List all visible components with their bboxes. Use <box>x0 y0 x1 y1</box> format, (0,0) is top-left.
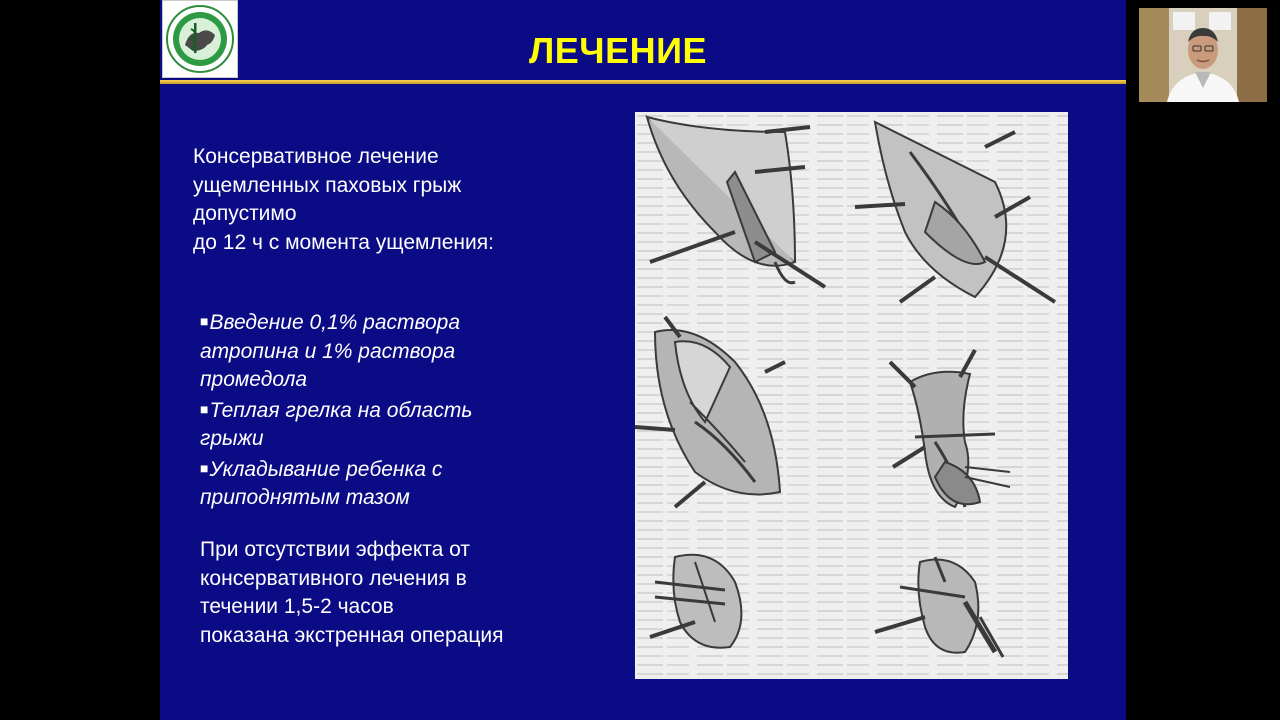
bullet-line <box>200 395 600 426</box>
bullet-text: атропина и 1% раствора <box>200 339 456 363</box>
indication-line: консервативного лечения в <box>200 566 467 590</box>
treatment-bullet-list <box>200 307 600 513</box>
bullet-square-icon: ■ <box>200 400 209 417</box>
bullet-square-icon: ■ <box>200 313 209 329</box>
surgery-indication-paragraph <box>200 536 600 650</box>
bullet-line <box>200 484 600 513</box>
bullet-text: Теплая грелка на область <box>209 398 473 422</box>
intro-paragraph <box>193 143 593 257</box>
indication-line: При отсутствии эффекта от <box>200 538 470 561</box>
bullet-text: грыжи <box>200 427 264 450</box>
slide-title: ЛЕЧЕНИЕ <box>529 30 707 71</box>
intro-line: ущемленных паховых грыж <box>193 173 462 197</box>
intro-line: допустимо <box>193 202 297 225</box>
bullet-text: Введение 0,1% раствора <box>209 311 461 334</box>
bullet-text: Укладывание ребенка с <box>209 457 443 481</box>
bullet-square-icon: ■ <box>200 459 209 476</box>
bullet-line <box>200 366 600 395</box>
bullet-line <box>200 307 600 338</box>
presentation-slide <box>160 0 1126 720</box>
bullet-text: промедола <box>200 368 308 391</box>
bullet-line <box>200 338 600 367</box>
presenter-webcam <box>1139 8 1267 102</box>
intro-line: до 12 ч с момента ущемления: <box>193 230 494 254</box>
bullet-line <box>200 425 600 454</box>
intro-line: Консервативное лечение <box>193 145 439 168</box>
surgical-illustration <box>635 112 1068 679</box>
title-divider <box>160 80 1126 84</box>
indication-line: показана экстренная операция <box>200 623 504 647</box>
bullet-text: приподнятым тазом <box>200 486 410 509</box>
bullet-line <box>200 454 600 485</box>
indication-line: течении 1,5-2 часов <box>200 595 394 618</box>
